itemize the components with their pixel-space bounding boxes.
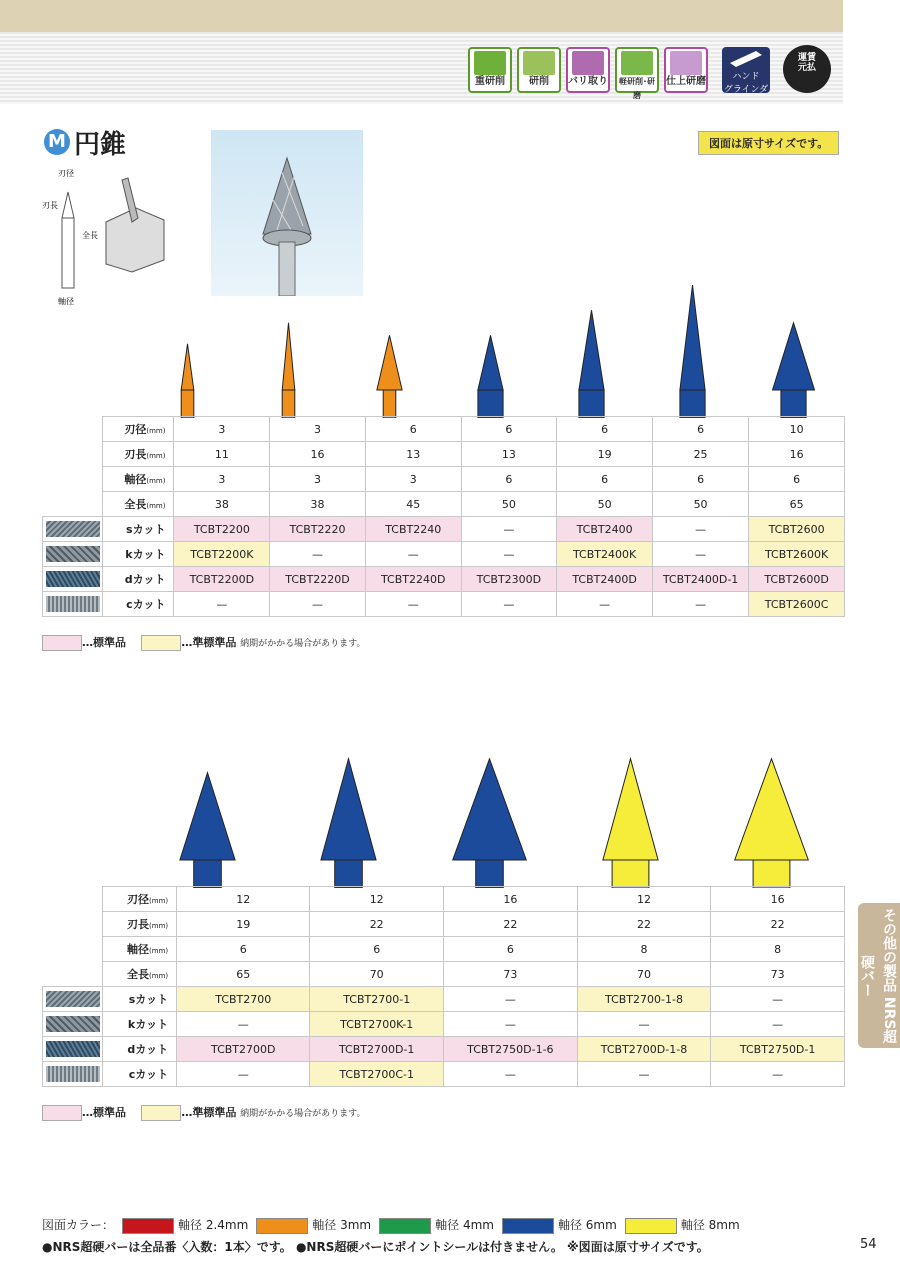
bur-drawings-row2 — [137, 748, 847, 888]
bur-drawing — [453, 759, 527, 888]
part-number-cell[interactable]: TCBT2220D — [270, 567, 366, 592]
spec-cell: 8 — [577, 937, 711, 962]
bur-drawing — [773, 323, 815, 418]
row-label: 刃径(mm) — [103, 887, 177, 912]
part-number-cell[interactable]: TCBT2400D-1 — [652, 567, 748, 592]
part-number-cell[interactable]: — — [652, 517, 748, 542]
row-label: 刃径(mm) — [103, 417, 174, 442]
empty-cell — [43, 417, 103, 442]
bur-drawing — [181, 344, 194, 418]
part-number-cell[interactable]: — — [444, 987, 578, 1012]
spec-cell: 70 — [577, 962, 711, 987]
diagram-shank-label: 軸径 — [58, 297, 74, 306]
color-label: 軸径 6mm — [557, 1218, 617, 1232]
row-label: 刃長(mm) — [103, 912, 177, 937]
row-label: 軸径(mm) — [103, 467, 174, 492]
row-label: kカット — [103, 1012, 177, 1037]
color-swatch — [379, 1218, 431, 1234]
spec-cell: 25 — [652, 442, 748, 467]
part-number-cell[interactable]: TCBT2700K-1 — [310, 1012, 444, 1037]
part-number-cell[interactable]: — — [711, 1012, 845, 1037]
cut-pattern-icon — [46, 1066, 100, 1082]
part-number-cell[interactable]: — — [557, 592, 653, 617]
spec-row-shank — [43, 467, 845, 492]
spec-cell: 50 — [557, 492, 653, 517]
spec-cell: 19 — [557, 442, 653, 467]
spec-cell: 12 — [177, 887, 310, 912]
legend-semistandard-swatch — [141, 635, 181, 651]
part-number-cell[interactable]: — — [177, 1012, 310, 1037]
part-number-cell[interactable]: — — [711, 987, 845, 1012]
row-label: cカット — [103, 592, 174, 617]
page-title: 円錐 — [74, 130, 127, 160]
color-legend-label: 図面カラー： — [42, 1218, 115, 1232]
spec-row-shank — [43, 937, 845, 962]
process-icon-4 — [615, 47, 659, 100]
hand-grinder-label: ハンド グラインダ — [723, 72, 769, 95]
spec-cell: 65 — [177, 962, 310, 987]
spec-cell: 6 — [365, 417, 461, 442]
spec-cell: 19 — [177, 912, 310, 937]
legend-note: 納期がかかる場合があります。 — [240, 1109, 366, 1119]
spec-cell: 6 — [461, 417, 557, 442]
spec-cell: 6 — [652, 467, 748, 492]
spec-cell: 13 — [461, 442, 557, 467]
row-label: 軸径(mm) — [103, 937, 177, 962]
spec-cell: 12 — [577, 887, 711, 912]
row-label: cカット — [103, 1062, 177, 1087]
row-label: sカット — [103, 517, 174, 542]
spec-row-dia — [43, 417, 845, 442]
empty-cell — [43, 937, 103, 962]
spec-cell: 3 — [174, 467, 270, 492]
part-number-cell[interactable]: TCBT2600C — [749, 592, 845, 617]
worker-icon — [523, 51, 555, 75]
empty-cell — [43, 492, 103, 517]
process-icon-5 — [664, 47, 708, 93]
title-badge: M — [44, 129, 70, 155]
spec-cell: 22 — [577, 912, 711, 937]
bur-drawing — [377, 335, 402, 418]
process-icon-label: 仕上研磨 — [666, 76, 706, 87]
diagram-len-label: 刃長 — [42, 201, 58, 210]
cut-pattern-icon — [46, 596, 100, 612]
part-number-cell[interactable]: TCBT2600K — [749, 542, 845, 567]
bur-drawing — [180, 773, 235, 888]
bur-drawing — [680, 285, 705, 418]
spec-cell: 6 — [461, 467, 557, 492]
bur-drawing — [478, 335, 503, 418]
part-number-cell[interactable]: TCBT2400D — [557, 567, 653, 592]
color-swatch — [625, 1218, 677, 1234]
spec-cell: 3 — [270, 417, 366, 442]
spec-row-total — [43, 962, 845, 987]
part-number-cell[interactable]: TCBT2240D — [365, 567, 461, 592]
spec-cell: 6 — [444, 937, 578, 962]
part-number-cell[interactable]: TCBT2240 — [365, 517, 461, 542]
cut-swatch-cell — [43, 567, 103, 592]
spec-cell: 3 — [270, 467, 366, 492]
row-label: 刃長(mm) — [103, 442, 174, 467]
color-swatch — [256, 1218, 308, 1234]
part-number-cell[interactable]: — — [365, 542, 461, 567]
spec-cell: 70 — [310, 962, 444, 987]
part-row-k — [43, 1012, 845, 1037]
part-number-cell[interactable]: TCBT2200 — [174, 517, 270, 542]
process-icon-label: バリ取り — [568, 76, 608, 87]
part-row-d — [43, 567, 845, 592]
row-label: dカット — [103, 1037, 177, 1062]
footnote: ●NRS超硬バーは全品番〈入数：1本〉です。 ●NRS超硬バーにポイントシールは付きません。 ※図面は原寸サイズです。 — [42, 1240, 709, 1254]
worker-icon — [474, 51, 506, 75]
grinder-icon — [722, 47, 770, 69]
bur-drawing — [321, 759, 376, 888]
cut-pattern-icon — [46, 1016, 100, 1032]
spec-cell: 3 — [174, 417, 270, 442]
part-row-d — [43, 1037, 845, 1062]
row-label: dカット — [103, 567, 174, 592]
diagram-total-label: 全長 — [82, 231, 98, 240]
spec-cell: 16 — [711, 887, 845, 912]
part-number-cell[interactable]: — — [577, 1062, 711, 1087]
part-number-cell[interactable]: — — [461, 592, 557, 617]
part-number-cell[interactable]: TCBT2700-1-8 — [577, 987, 711, 1012]
color-swatch — [502, 1218, 554, 1234]
header-stripes — [0, 32, 843, 104]
process-icon-label: 重研削 — [475, 76, 505, 87]
part-number-cell[interactable]: TCBT2750D-1-6 — [444, 1037, 578, 1062]
legend-standard-swatch — [42, 1105, 82, 1121]
legend-2 — [42, 1104, 365, 1121]
legend-1 — [42, 634, 365, 651]
part-number-cell[interactable]: — — [444, 1012, 578, 1037]
bur-image — [211, 130, 363, 296]
legend-standard-swatch — [42, 635, 82, 651]
spec-cell: 6 — [557, 467, 653, 492]
legend-semistandard-swatch — [141, 1105, 181, 1121]
spec-cell: 13 — [365, 442, 461, 467]
spec-cell: 6 — [749, 467, 845, 492]
spec-cell: 3 — [365, 467, 461, 492]
part-row-s — [43, 517, 845, 542]
legend-semistandard: …準標準品 — [181, 636, 237, 649]
spec-row-dia — [43, 887, 845, 912]
spec-cell: 11 — [174, 442, 270, 467]
color-legend — [42, 1216, 740, 1234]
cut-swatch-cell — [43, 1062, 103, 1087]
part-number-cell[interactable]: — — [270, 542, 366, 567]
part-number-cell[interactable]: — — [652, 542, 748, 567]
color-label: 軸径 8mm — [680, 1218, 740, 1232]
part-number-cell[interactable]: TCBT2700C-1 — [310, 1062, 444, 1087]
spec-cell: 22 — [310, 912, 444, 937]
bur-drawing — [282, 323, 295, 418]
empty-cell — [43, 912, 103, 937]
cut-swatch-cell — [43, 1037, 103, 1062]
empty-cell — [43, 467, 103, 492]
cut-swatch-cell — [43, 542, 103, 567]
cut-swatch-cell — [43, 1012, 103, 1037]
spec-table-1 — [42, 416, 845, 617]
spec-cell: 16 — [270, 442, 366, 467]
part-number-cell[interactable]: TCBT2700D-1-8 — [577, 1037, 711, 1062]
spec-cell: 16 — [444, 887, 578, 912]
part-number-cell[interactable]: TCBT2220 — [270, 517, 366, 542]
part-number-cell[interactable]: TCBT2400K — [557, 542, 653, 567]
part-row-c — [43, 1062, 845, 1087]
bur-drawing — [579, 310, 604, 418]
spec-cell: 6 — [177, 937, 310, 962]
part-number-cell[interactable]: TCBT2200D — [174, 567, 270, 592]
spec-cell: 6 — [310, 937, 444, 962]
part-row-c — [43, 592, 845, 617]
part-number-cell[interactable]: TCBT2300D — [461, 567, 557, 592]
section-tab[interactable]: その他の製品 NRS超硬バー — [858, 903, 900, 1048]
product-photo — [211, 130, 363, 296]
process-icon-1 — [468, 47, 512, 93]
spec-cell: 50 — [461, 492, 557, 517]
worker-icon — [572, 51, 604, 75]
spec-cell: 50 — [652, 492, 748, 517]
spec-row-total — [43, 492, 845, 517]
spec-cell: 8 — [711, 937, 845, 962]
process-icon-3 — [566, 47, 610, 93]
bur-drawings-row1 — [137, 276, 847, 418]
process-icon-2 — [517, 47, 561, 93]
row-label: sカット — [103, 987, 177, 1012]
row-label: 全長(mm) — [103, 492, 174, 517]
scale-note: 図面は原寸サイズです。 — [698, 131, 839, 155]
cut-swatch-cell — [43, 987, 103, 1012]
spec-cell: 73 — [444, 962, 578, 987]
part-number-cell[interactable]: TCBT2400 — [557, 517, 653, 542]
shipping-label: 運賃 元払 — [797, 53, 816, 73]
page-number: 54 — [860, 1237, 877, 1252]
spec-cell: 65 — [749, 492, 845, 517]
worker-icon — [670, 51, 702, 75]
spec-cell: 38 — [174, 492, 270, 517]
process-icon-label: 研削 — [529, 76, 549, 87]
spec-cell: 12 — [310, 887, 444, 912]
part-number-cell[interactable]: TCBT2700D — [177, 1037, 310, 1062]
color-label: 軸径 4mm — [435, 1218, 494, 1232]
part-number-cell[interactable]: TCBT2700D-1 — [310, 1037, 444, 1062]
part-number-cell[interactable]: TCBT2600D — [749, 567, 845, 592]
row-label: kカット — [103, 542, 174, 567]
process-icon-label: 軽研削･研磨 — [619, 77, 655, 100]
spec-cell: 16 — [749, 442, 845, 467]
part-number-cell[interactable]: — — [177, 1062, 310, 1087]
spec-cell: 6 — [557, 417, 653, 442]
part-number-cell[interactable]: TCBT2700 — [177, 987, 310, 1012]
bur-drawing — [603, 759, 658, 888]
cut-pattern-icon — [46, 546, 100, 562]
part-number-cell[interactable]: — — [711, 1062, 845, 1087]
part-number-cell[interactable]: — — [174, 592, 270, 617]
part-number-cell[interactable]: — — [461, 542, 557, 567]
cut-pattern-icon — [46, 571, 100, 587]
bur-drawing — [735, 759, 809, 888]
empty-cell — [43, 442, 103, 467]
part-number-cell[interactable]: — — [365, 592, 461, 617]
cut-swatch-cell — [43, 517, 103, 542]
part-number-cell[interactable]: TCBT2700-1 — [310, 987, 444, 1012]
spec-cell: 22 — [444, 912, 578, 937]
diagram-dia-label: 刃径 — [58, 169, 74, 178]
spec-cell: 6 — [652, 417, 748, 442]
part-number-cell[interactable]: — — [577, 1012, 711, 1037]
worker-icon — [621, 51, 653, 75]
color-swatch — [122, 1218, 174, 1234]
cut-pattern-icon — [46, 991, 100, 1007]
part-number-cell[interactable]: — — [461, 517, 557, 542]
color-label: 軸径 2.4mm — [178, 1218, 249, 1232]
empty-cell — [43, 887, 103, 912]
part-number-cell[interactable]: — — [652, 592, 748, 617]
part-number-cell[interactable]: TCBT2200K — [174, 542, 270, 567]
shipping-badge — [783, 45, 831, 93]
legend-standard: …標準品 — [82, 1106, 126, 1119]
spec-row-len — [43, 442, 845, 467]
cut-pattern-icon — [46, 1041, 100, 1057]
empty-cell — [43, 962, 103, 987]
spec-table-2 — [42, 886, 845, 1087]
cut-swatch-cell — [43, 592, 103, 617]
spec-cell: 38 — [270, 492, 366, 517]
row-label: 全長(mm) — [103, 962, 177, 987]
legend-semistandard: …準標準品 — [181, 1106, 237, 1119]
part-number-cell[interactable]: — — [444, 1062, 578, 1087]
spec-cell: 73 — [711, 962, 845, 987]
hand-grinder-icon — [722, 47, 770, 93]
legend-standard: …標準品 — [82, 636, 126, 649]
part-number-cell[interactable]: TCBT2600 — [749, 517, 845, 542]
legend-note: 納期がかかる場合があります。 — [240, 639, 366, 649]
part-number-cell[interactable]: TCBT2750D-1 — [711, 1037, 845, 1062]
cut-pattern-icon — [46, 521, 100, 537]
part-number-cell[interactable]: — — [270, 592, 366, 617]
spec-cell: 22 — [711, 912, 845, 937]
spec-cell: 10 — [749, 417, 845, 442]
color-label: 軸径 3mm — [312, 1218, 372, 1232]
part-row-k — [43, 542, 845, 567]
part-row-s — [43, 987, 845, 1012]
spec-row-len — [43, 912, 845, 937]
header-band — [0, 0, 843, 32]
spec-cell: 45 — [365, 492, 461, 517]
